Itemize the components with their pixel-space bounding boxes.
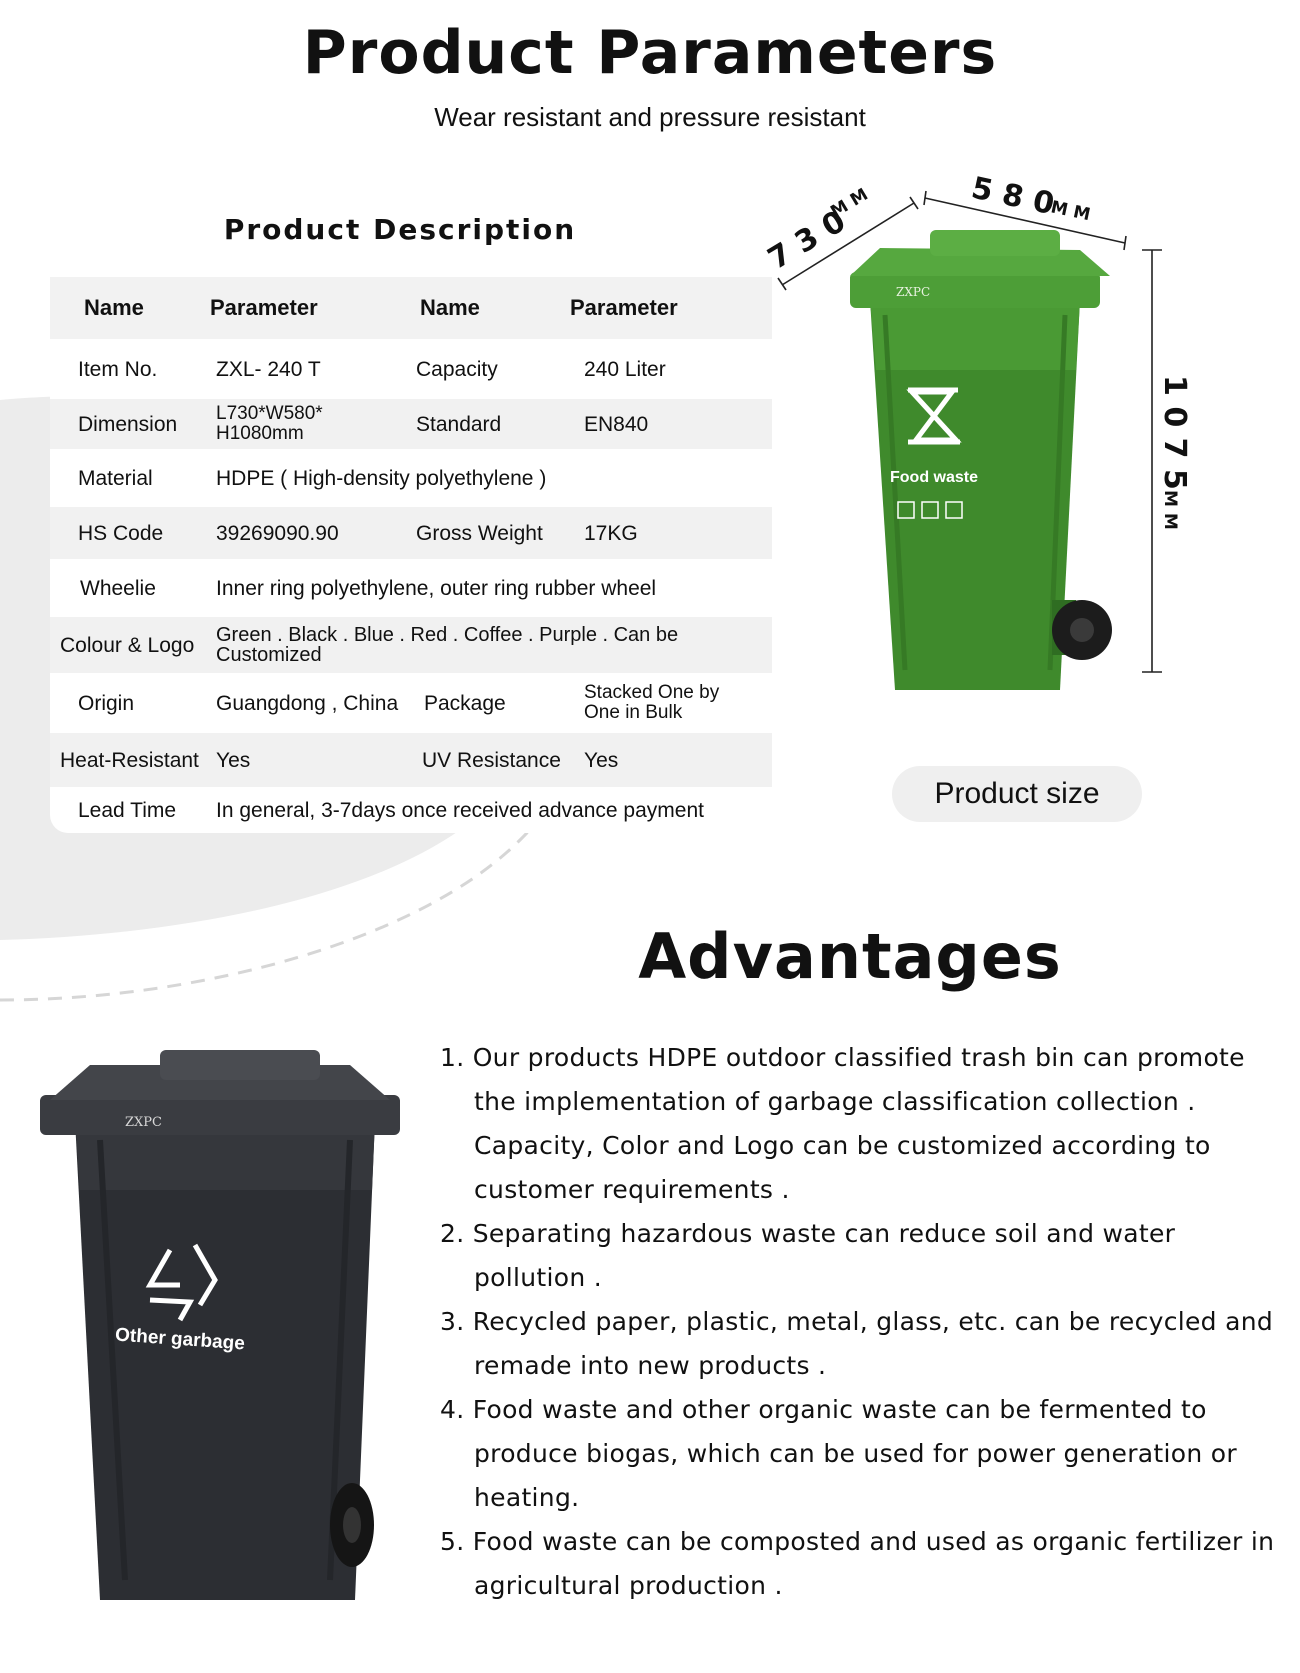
width-value: 5 8 0 — [968, 170, 1058, 223]
table-row — [50, 339, 772, 399]
row-value: ZXL- 240 T — [216, 357, 321, 381]
black-bin-image — [30, 1040, 410, 1620]
row-name: Heat-Resistant — [60, 748, 199, 772]
list-item: 4. Food waste and other organic waste can be fermented to produce biogas, which can be used for power generation or heating. — [440, 1395, 1237, 1512]
depth-unit: M M — [827, 184, 872, 223]
row-value: HDPE ( High-density polyethylene ) — [216, 466, 547, 490]
row-name: Capacity — [416, 357, 498, 381]
green-bin-label: Food waste — [890, 469, 979, 486]
section-title-description: Product Description — [223, 213, 577, 246]
table-row — [50, 399, 772, 449]
row-name: Gross Weight — [416, 521, 543, 545]
row-name: Wheelie — [80, 576, 156, 600]
row-value: Yes — [216, 748, 251, 772]
list-item: 3. Recycled paper, plastic, metal, glass, etc. can be recycled and remade into new products . — [440, 1307, 1274, 1380]
row-value: Yes — [584, 748, 619, 772]
row-value: 17KG — [584, 521, 638, 545]
column-header: Name — [84, 295, 144, 320]
row-name: Package — [424, 691, 506, 715]
row-value: Green . Black . Blue . Red . Coffee . Purple . Can be Customized — [216, 624, 679, 666]
row-value: 240 Liter — [584, 357, 666, 381]
page-subtitle: Wear resistant and pressure resistant — [434, 102, 866, 132]
table-row — [50, 449, 772, 507]
parameter-table — [50, 277, 772, 833]
height-unit: M M — [1160, 490, 1180, 530]
row-name: Origin — [78, 691, 135, 715]
row-name: Lead Time — [78, 798, 177, 822]
row-name: UV Resistance — [422, 748, 561, 772]
column-header: Parameter — [570, 295, 678, 320]
row-value: 39269090.90 — [216, 521, 339, 545]
list-item: 1. Our products HDPE outdoor classified trash bin can promote the implementation of garbage classification collection . Capacity, Color and Logo can be customized according to customer requirements . — [440, 1043, 1245, 1204]
product-size-caption: Product size — [892, 766, 1142, 822]
row-value: EN840 — [584, 412, 649, 436]
table-row — [50, 733, 772, 787]
row-name: HS Code — [78, 521, 164, 545]
product-size-illustration — [762, 170, 1280, 770]
row-value: Inner ring polyethylene, outer ring rubber wheel — [216, 576, 657, 600]
row-name: Material — [78, 466, 153, 490]
green-bin-brand: ZXPC — [896, 285, 931, 299]
table-row — [50, 507, 772, 559]
row-value: In general, 3-7days once received advance payment — [216, 798, 704, 822]
green-bin-image — [850, 230, 1112, 690]
row-name: Item No. — [78, 357, 158, 381]
page-title: Product Parameters — [302, 18, 998, 88]
row-value: Guangdong , China — [216, 691, 399, 715]
row-name: Standard — [416, 412, 502, 436]
row-name: Dimension — [78, 412, 178, 436]
row-value — [216, 399, 323, 449]
depth-value: 7 3 0 — [762, 203, 852, 277]
column-header: Parameter — [210, 295, 318, 320]
table-row — [50, 673, 772, 733]
row-value-line: One in Bulk — [584, 702, 683, 723]
list-item: 5. Food waste can be composted and used as organic fertilizer in agricultural production . — [440, 1527, 1275, 1600]
advantages-list — [440, 1036, 1280, 1608]
section-title-advantages: Advantages — [638, 920, 1062, 993]
table-row — [50, 617, 772, 673]
list-item: 2. Separating hazardous waste can reduce soil and water pollution . — [440, 1219, 1176, 1292]
row-value-line: Stacked One by — [584, 682, 720, 704]
row-name: Colour & Logo — [60, 633, 195, 657]
black-bin-label: Other garbage — [114, 1324, 246, 1355]
row-value — [584, 673, 719, 733]
column-header: Name — [420, 295, 480, 320]
table-row — [50, 787, 772, 833]
table-header-row — [50, 277, 772, 339]
table-row — [50, 559, 772, 617]
row-value-line: L730*W580* — [216, 403, 323, 425]
height-value: 1 0 7 5 — [1157, 375, 1192, 490]
row-value-line: H1080mm — [216, 423, 304, 444]
width-unit: M M — [1048, 197, 1093, 226]
black-bin-brand: ZXPC — [125, 1115, 162, 1130]
